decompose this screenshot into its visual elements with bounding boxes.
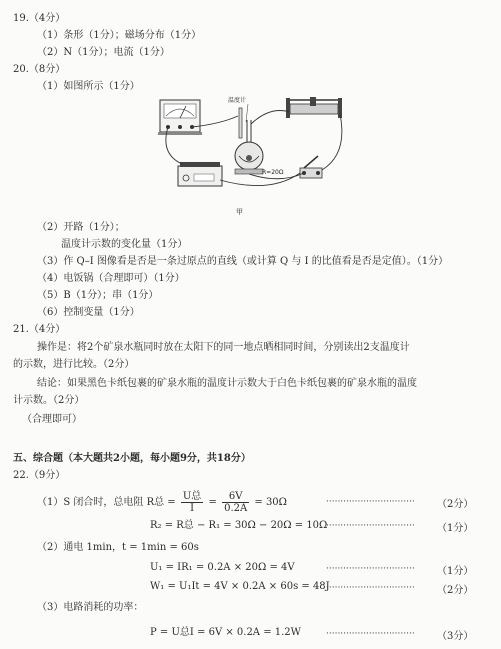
fraction-numerator: 6V <box>222 491 249 503</box>
q20-answer-2b: 温度计示数的变化量（1分） <box>61 239 188 250</box>
q22-step-2-intro: （2）通电 1min，t = 1min = 60s <box>37 542 199 553</box>
q22-step-1-result: = 30Ω <box>254 497 287 508</box>
q20-answer-1: （1）如图所示（1分） <box>37 81 140 92</box>
power-supply-icon <box>178 162 222 186</box>
q22-step-1-line-2: R₂ = R总 − R₁ = 30Ω − 20Ω = 10Ω <box>150 520 328 531</box>
q22-step-3-line-1: P = U总I = 6V × 0.2A = 1.2W <box>150 627 301 638</box>
equals-sign: = <box>208 497 217 508</box>
q20-header: 20.（8分） <box>13 64 66 75</box>
fraction-denominator: I <box>190 503 195 514</box>
q20-answer-6: （6）控制变量（1分） <box>37 307 140 318</box>
figure-caption: 甲 <box>236 208 243 216</box>
q22-step-2-line-2-points: （2分） <box>437 585 474 596</box>
q22-step-2-line-1-points: （1分） <box>437 566 474 577</box>
q21-operation-2: 的示数，进行比较。（2分） <box>13 359 135 370</box>
section-5-header: 五、综合题（本大题共2小题，每小题9分，共18分） <box>13 453 251 464</box>
thermometer-label: 温度计 <box>228 97 247 104</box>
dot-leader: ······························· <box>326 583 415 593</box>
q20-answer-4: （4）电饭锅（合理即可）（1分） <box>37 273 185 284</box>
q21-operation-1: 操作是：将2个矿泉水瓶同时放在太阳下的同一地点晒相同时间，分别读出2支温度计 <box>37 342 410 353</box>
q22-step-2-line-1: U₁ = IR₁ = 0.2A × 20Ω = 4V <box>150 562 295 573</box>
q21-conclusion-2: 计示数。（2分） <box>13 395 85 406</box>
q19-answer-1: （1）条形（1分）；磁场分布（1分） <box>37 30 202 41</box>
q19-answer-2: （2）N（1分）；电流（1分） <box>37 47 170 58</box>
dot-leader: ······························· <box>326 521 415 531</box>
dot-leader: ······························· <box>326 629 415 639</box>
q22-step-2-line-2: W₁ = U₁It = 4V × 0.2A × 60s = 48J <box>150 581 330 592</box>
dot-leader: ······························· <box>326 564 415 574</box>
q20-answer-2a: （2）开路（1分）； <box>37 222 125 233</box>
fraction-6v-over-02a <box>222 491 249 514</box>
q22-step-1-formula <box>37 491 287 514</box>
fraction-u-over-i <box>181 491 203 514</box>
ammeter-icon <box>158 100 202 135</box>
q21-header: 21.（4分） <box>13 324 66 335</box>
q20-answer-3: （3）作 Q–I 图像看是否是一条过原点的直线（或计算 Q 与 I 的比值看是否是定值）。（1分） <box>37 256 449 267</box>
q21-conclusion-1: 结论：如果黑色卡纸包裹的矿泉水瓶的温度计示数大于白色卡纸包裹的矿泉水瓶的温度 <box>37 378 417 389</box>
q22-step-1-line-2-points: （1分） <box>437 523 474 534</box>
switch-icon <box>300 156 322 178</box>
q22-step-3-line-1-points: （3分） <box>437 631 474 642</box>
q22-step-3-intro: （3）电路消耗的功率： <box>37 602 144 613</box>
fraction-numerator: U总 <box>182 491 202 502</box>
q22-header: 22.（9分） <box>13 470 66 481</box>
fraction-denominator: 0.2A <box>224 503 248 514</box>
rheostat-icon <box>286 97 342 118</box>
circuit-figure <box>150 94 346 218</box>
q21-note: （合理即可） <box>22 414 82 425</box>
q22-step-1-lhs: R总 = <box>146 497 176 508</box>
q22-step-1-points: （2分） <box>437 499 474 510</box>
q20-answer-5: （5）B（1分）；串（1分） <box>37 290 159 301</box>
q19-header: 19.（4分） <box>13 13 66 24</box>
resistor-label: R=20Ω <box>262 169 284 176</box>
dot-leader: ······························· <box>326 497 415 507</box>
q22-step-1-intro: （1）S 闭合时，总电阻 <box>37 497 144 508</box>
